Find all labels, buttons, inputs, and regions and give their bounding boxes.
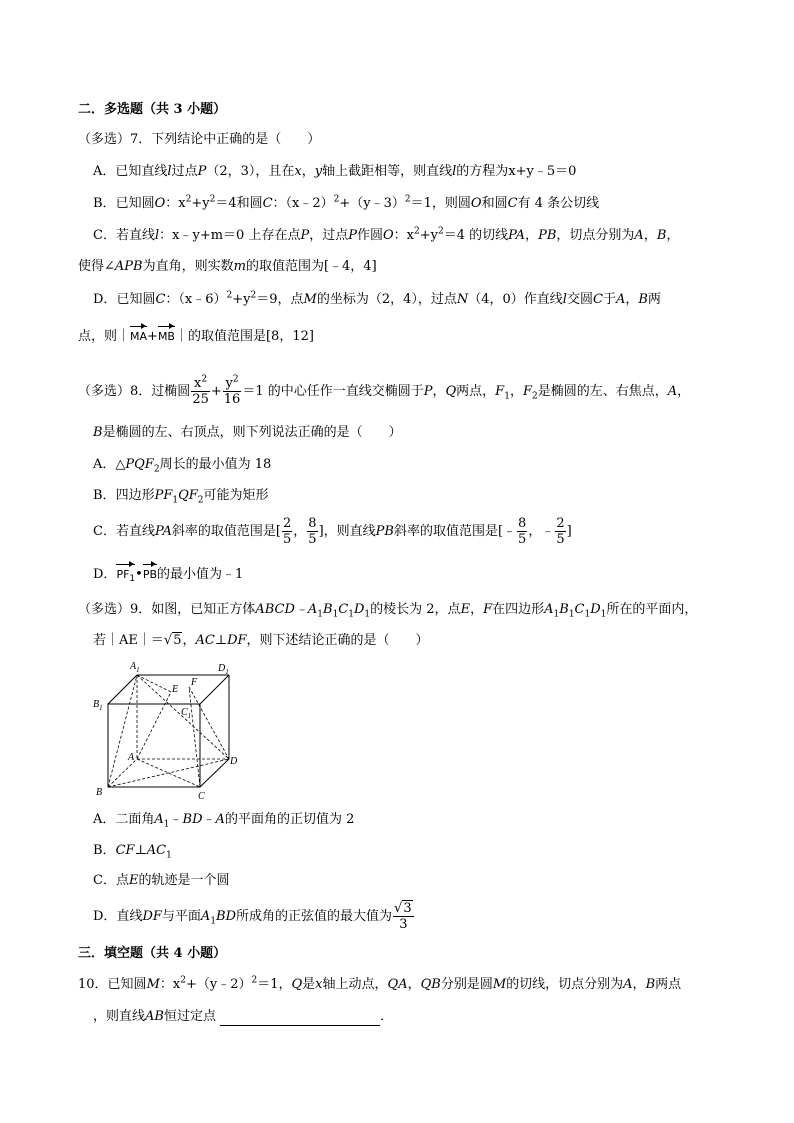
section-title-multiple-choice: 二．多选题（共 3 小题） <box>78 102 227 117</box>
vector-mb: MB <box>158 325 175 346</box>
vector-pb: PB <box>143 563 157 584</box>
question-7-stem: （多选）7．下列结论中正确的是（ ） <box>78 132 321 147</box>
question-9-stem: （多选）9．如图，已知正方体$ABCD﹣A_1B_1C_1D_1$的棱长为 2，点E，F在四边形$A_1B_1C_1D_1$所在的平面内， <box>78 602 698 620</box>
section-title-fill-in: 三．填空题（共 4 小题） <box>78 946 227 961</box>
question-7-option-d-line2: 点，则｜MA+MB｜的取值范围是[8，12] <box>78 325 314 346</box>
fraction-y2-over-16: $\frac{y^2}{16}$ <box>223 374 241 407</box>
fraction-sqrt3-over-3: $\frac{√3}{3}$ <box>394 901 412 932</box>
fraction-8-5: $\frac{8}{5}$ <box>308 516 317 547</box>
question-7-option-d: D．已知圆C：$(x﹣6)^2+y^2=9$，点M的坐标为（2，4），过点N（4，0）作直线l交圆C于A，B两 <box>93 290 661 307</box>
svg-text:B: B <box>96 787 103 798</box>
question-8-stem-line2: B是椭圆的左、右顶点，则下列说法正确的是（ ） <box>93 425 402 440</box>
question-7-option-b: B．已知圆O：$x^2+y^2=4$和圆C：（x﹣2）$^2$+（y﹣3）$^2$＝1，则圆O和圆C有 4 条公切线 <box>93 194 600 211</box>
question-9-option-b: B．$CF\perp AC_1$ <box>93 843 172 861</box>
question-7-option-a: A．已知直线l过点P（2，3），且在x，y轴上截距相等，则直线l的方程为x+y﹣5＝0 <box>93 164 577 179</box>
fraction-8-5-neg: $\frac{8}{5}$ <box>518 516 527 547</box>
fraction-2-5: $\frac{2}{5}$ <box>283 516 292 547</box>
question-9-option-d: D．直线DF与平面$A_1BD$所成角的正弦值的最大值为 $\frac{√3}{3}$ <box>93 901 412 932</box>
svg-text:A: A <box>128 752 135 763</box>
question-8-option-c: C．若直线PA斜率的取值范围是[ $\frac{2}{5}$ ， $\frac{8}{5}$ ]，则直线PB斜率的取值范围是[﹣ $\frac{8}{5}$ ，﹣ $\frac{2}{5}$ ] <box>93 516 572 547</box>
question-9-option-c: C．点E的轨迹是一个圆 <box>93 873 230 888</box>
fraction-x2-over-25: $\frac{x^2}{25}$ <box>192 374 209 407</box>
svg-text:C: C <box>198 791 205 801</box>
question-9-stem-line2: 若｜AE｜＝√5，AC⊥DF，则下述结论正确的是（ ） <box>93 633 429 648</box>
answer-blank[interactable] <box>220 1011 380 1026</box>
question-8-option-a: A．$\triangle PQF_2$周长的最小值为 18 <box>93 457 272 475</box>
cube-figure <box>90 656 250 801</box>
question-7-option-c: C．若直线l：x﹣y+m＝0 上存在点P，过点P作圆O：$x^2+y^2=4$ 的切线PA，PB，切点分别为A，B， <box>93 226 680 243</box>
question-7-option-c-line2: 使得∠APB为直角，则实数m的取值范围为[﹣4，4] <box>78 259 377 274</box>
question-10-stem: 10．已知圆M：$x^2+(y﹣2)^2=1$，Q是x轴上动点，QA，QB分别是圆M的切线，切点分别为A，B两点 <box>78 975 682 992</box>
svg-text:F: F <box>191 677 198 688</box>
fraction-2-5-neg: $\frac{2}{5}$ <box>556 516 565 547</box>
question-9-option-a: A．二面角$A_1﹣BD﹣A$的平面角的正切值为 2 <box>93 812 355 830</box>
question-10-stem-line2: ，则直线AB恒过定点 ． <box>93 1009 394 1024</box>
vector-ma: MA <box>130 325 147 346</box>
vector-pf1: $PF_1$ <box>116 563 135 584</box>
question-8-stem: （多选）8．过椭圆 $\frac{x^2}{25}$ + $\frac{y^2}{16}$ ＝1 的中心任作一直线交椭圆于P，Q两点，$F_1$，$F_2$是椭圆的左、右焦点，A， <box>78 374 691 407</box>
question-8-option-d: D．$PF_1•PB$的最小值为﹣1 <box>93 563 243 584</box>
svg-text:A1: $A_1$ <box>130 661 140 674</box>
svg-text:E: E <box>172 684 179 695</box>
question-8-option-b: B．四边形$PF_1QF_2$可能为矩形 <box>93 488 269 506</box>
svg-text:D: D <box>230 756 238 767</box>
svg-text:D1: $D_1$ <box>218 663 229 676</box>
svg-text:C1: $C_1$ <box>181 707 192 720</box>
svg-text:B1: $B_1$ <box>93 699 103 712</box>
